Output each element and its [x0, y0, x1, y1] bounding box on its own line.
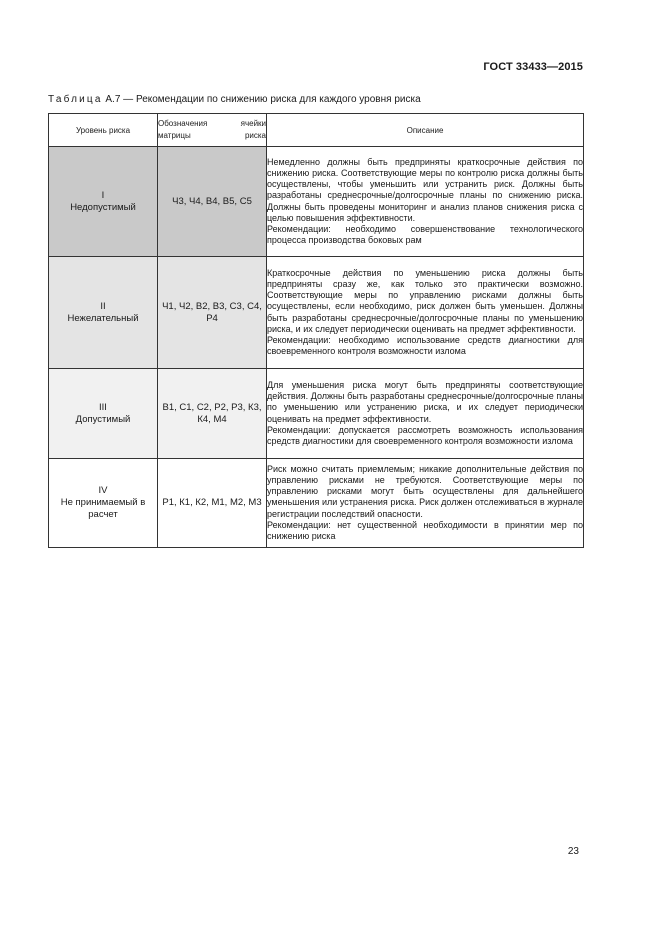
- caption-number: А.7: [105, 94, 121, 105]
- risk-level-name: Допустимый: [75, 413, 131, 425]
- risk-level-cell: [49, 257, 158, 369]
- table-row: [49, 369, 584, 459]
- description-cell: [267, 369, 584, 459]
- risk-level-cell: [49, 369, 158, 459]
- header-description: Описание: [267, 114, 584, 147]
- table-caption: [48, 94, 421, 105]
- document-code: ГОСТ 33433—2015: [483, 61, 583, 73]
- caption-text: — Рекомендации по снижению риска для каждого уровня риска: [120, 94, 421, 105]
- description-text: Краткосрочные действия по уменьшению риска должны быть предприняты сразу же, как только это практически возможно. Соответствующие меры по управлению рисками должны быть осуществлены, если необходимо, риск должен быть уменьшен. Должны быть разработаны среднесрочные/долгосрочные планы по уменьшению риска, и их следует периодически оценивать на предмет эффективности.: [267, 267, 583, 334]
- matrix-cells: Р1, К1, К2, М1, М2, М3: [158, 459, 267, 548]
- table-row: [49, 459, 584, 548]
- risk-level-name: Недопустимый: [70, 201, 136, 213]
- risk-level-numeral: II: [100, 300, 106, 312]
- matrix-cells: Ч3, Ч4, В4, В5, С5: [158, 147, 267, 257]
- matrix-cells: В1, С1, С2, Р2, Р3, К3, К4, М4: [158, 369, 267, 459]
- description-cell: [267, 147, 584, 257]
- risk-level-name: Не принимаемый в расчет: [60, 497, 146, 520]
- risk-level-numeral: I: [101, 189, 105, 201]
- risk-recommendations-table: [48, 113, 584, 548]
- description-text: Риск можно считать приемлемым; никакие дополнительные действия по управлению рисками не требуются. Соответствующие меры по управлению рисками могут быть осуществлены для дальнейшего уменьшения или устранения риска. Риск должен отслеживаться в журнале регистрации последствий опасности.: [267, 463, 583, 519]
- description-text: Для уменьшения риска могут быть предприняты соответствующие действия. Должны быть разработаны среднесрочные/долгосрочные планы по уменьшению или устранению риска, и их следует периодически оценивать на предмет эффективности.: [267, 379, 583, 424]
- risk-level-cell: [49, 147, 158, 257]
- header-matrix-cells: Обозначения ячейки матрицы риска: [158, 114, 267, 147]
- description-cell: [267, 459, 584, 548]
- header-risk-level: Уровень риска: [49, 114, 158, 147]
- matrix-cells: Ч1, Ч2, В2, В3, С3, С4, Р4: [158, 257, 267, 369]
- description-text: Немедленно должны быть предприняты краткосрочные действия по снижению риска. Соответствующие меры по контролю риска должны быть осуществлены, чтобы уменьшить или устранить риск. Должны быть разработаны среднесрочные/долгосрочные планы по снижению риска. Должны быть проведены мониторинг и анализ планов снижения риска с целью повышения эффективности.: [267, 156, 583, 223]
- caption-label: Таблица: [48, 94, 103, 105]
- table-header-row: [49, 114, 584, 147]
- recommendation-text: Рекомендации: допускается рассмотреть возможность использования средств диагностики для своевременного контроля возможности излома: [267, 424, 583, 446]
- risk-level-cell: [49, 459, 158, 548]
- risk-level-name: Нежелательный: [67, 312, 139, 324]
- recommendation-text: Рекомендации: нет существенной необходимости в принятии мер по снижению риска: [267, 519, 583, 541]
- description-cell: [267, 257, 584, 369]
- table-row: [49, 147, 584, 257]
- page-number: 23: [567, 846, 579, 857]
- recommendation-text: Рекомендации: необходимо совершенствование технологического процесса производства боковых рам: [267, 223, 583, 246]
- risk-level-numeral: IV: [98, 485, 108, 496]
- table-row: [49, 257, 584, 369]
- risk-level-numeral: III: [99, 401, 107, 413]
- recommendation-text: Рекомендации: необходимо использование средств диагностики для своевременного контроля возможности излома: [267, 334, 583, 357]
